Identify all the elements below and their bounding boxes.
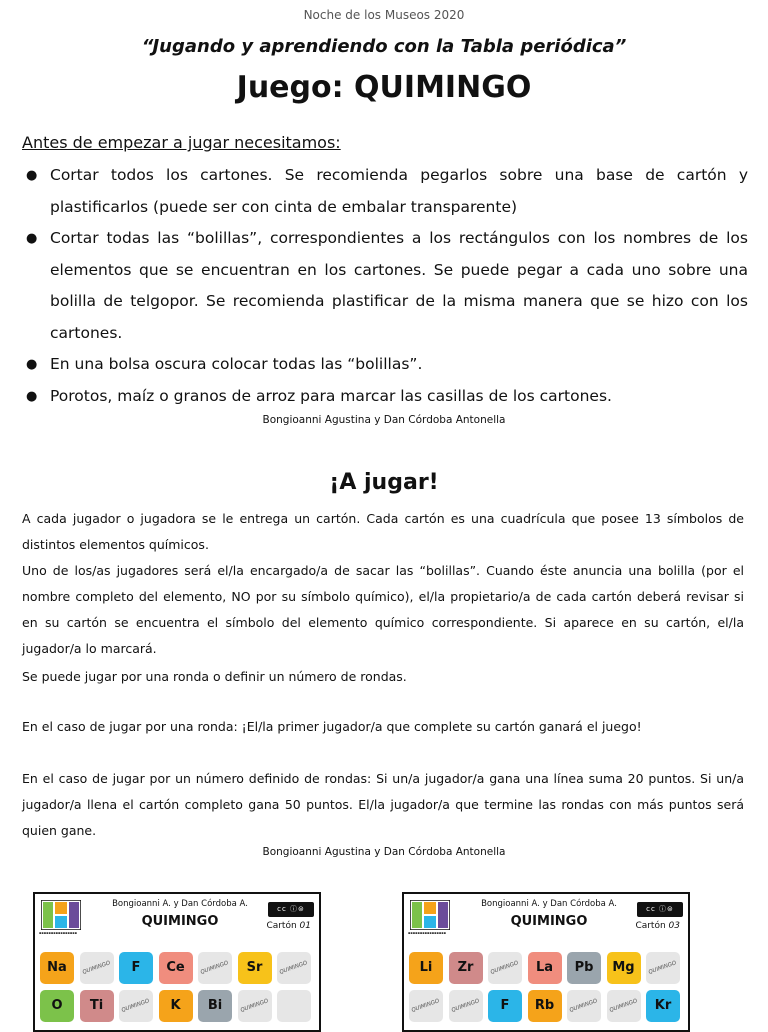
- element-cell: Sr: [238, 952, 272, 984]
- requirements-list: [22, 160, 748, 412]
- cell-watermark: QUIMINGO: [200, 960, 230, 976]
- cell-watermark: QUIMINGO: [648, 960, 678, 976]
- logo-caption: ▪▪▪▪▪▪▪▪▪▪▪▪▪▪▪▪: [39, 931, 77, 935]
- bingo-card-01: [33, 892, 321, 1032]
- element-cell: O: [40, 990, 74, 1022]
- document-subtitle: “Jugando y aprendiendo con la Tabla periódica”: [141, 36, 627, 57]
- element-cell: F: [488, 990, 522, 1022]
- element-cell: Zr: [449, 952, 483, 984]
- element-cell: K: [159, 990, 193, 1022]
- cell-watermark: QUIMINGO: [608, 998, 639, 1014]
- element-cell: Ce: [159, 952, 193, 984]
- element-cell: Ti: [80, 990, 114, 1022]
- card-title: QUIMINGO: [510, 914, 588, 929]
- license-badge-icon: cc ⓘ⊜: [637, 902, 683, 917]
- list-item: ● Cortar todas las “bolillas”, correspondientes a los rectángulos con los nombres de los elementos que se encuentran en los cartones. Se puede pegar a cada uno sobre una bolilla de telgopor. Se recomienda plastificar de la misma manera que se hizo con los cartones.: [22, 223, 748, 349]
- element-cell: Na: [40, 952, 74, 984]
- author-credit: Bongioanni Agustina y Dan Córdoba Antonella: [262, 846, 506, 858]
- blank-cell: [409, 990, 443, 1022]
- blank-cell: [198, 952, 232, 984]
- blank-cell: [607, 990, 641, 1022]
- element-cell: Pb: [567, 952, 601, 984]
- list-item: ● Porotos, maíz o granos de arroz para marcar las casillas de los cartones.: [22, 381, 748, 413]
- bingo-card-03: [402, 892, 690, 1032]
- document-title: Juego: QUIMINGO: [236, 70, 532, 105]
- blank-cell: [449, 990, 483, 1022]
- cell-watermark: QUIMINGO: [81, 960, 112, 976]
- card-title: QUIMINGO: [141, 914, 219, 929]
- blank-cell: [80, 952, 114, 984]
- cell-watermark: QUIMINGO: [450, 998, 481, 1014]
- blank-cell: [646, 952, 680, 984]
- section-title: ¡A jugar!: [329, 470, 439, 495]
- cell-watermark: QUIMINGO: [239, 998, 270, 1014]
- cell-watermark: QUIMINGO: [569, 998, 599, 1014]
- element-cell: Li: [409, 952, 443, 984]
- element-cell: Bi: [198, 990, 232, 1022]
- blank-cell: [277, 952, 311, 984]
- card-authors: Bongioanni A. y Dan Córdoba A.: [481, 899, 617, 909]
- author-credit: Bongioanni Agustina y Dan Córdoba Antonella: [262, 414, 506, 426]
- rules-paragraph-3: En el caso de jugar por una ronda: ¡El/la primer jugador/a que complete su cartón ganará el juego!: [22, 719, 642, 734]
- element-cell: Kr: [646, 990, 680, 1022]
- logo-caption: ▪▪▪▪▪▪▪▪▪▪▪▪▪▪▪▪: [408, 931, 446, 935]
- element-cell: F: [119, 952, 153, 984]
- element-cell: Mg: [607, 952, 641, 984]
- museum-logo-icon: [41, 900, 81, 930]
- blank-cell: [488, 952, 522, 984]
- card-number: Cartón 03: [635, 921, 680, 931]
- card-authors: Bongioanni A. y Dan Córdoba A.: [112, 899, 248, 909]
- intro-heading: Antes de empezar a jugar necesitamos:: [22, 133, 341, 152]
- cell-watermark: QUIMINGO: [490, 960, 520, 976]
- license-badge-icon: cc ⓘ⊜: [268, 902, 314, 917]
- list-item: ● Cortar todos los cartones. Se recomienda pegarlos sobre una base de cartón y plastificarlos (puede ser con cinta de embalar transparente): [22, 160, 748, 223]
- cell-watermark: QUIMINGO: [121, 998, 151, 1014]
- card-number: Cartón 01: [266, 921, 311, 931]
- blank-cell: [567, 990, 601, 1022]
- museum-logo-icon: [410, 900, 450, 930]
- element-cell: La: [528, 952, 562, 984]
- rules-paragraph-1: A cada jugador o jugadora se le entrega un cartón. Cada cartón es una cuadrícula que posee 13 símbolos de distintos elementos químicos. Uno de los/as jugadores será el/la encargado/a de sacar las “bolillas”. Cuando éste anuncia una bolilla (por el nombre completo del elemento, NO por su símbolo químico), el/la propietario/a de cada cartón deberá revisar si en su cartón se encuentra el símbolo del elemento químico correspondiente. Si aparece en su cartón, el/la jugador/a lo marcará.: [22, 511, 744, 656]
- empty-cell: [277, 990, 311, 1022]
- blank-cell: [119, 990, 153, 1022]
- cell-watermark: QUIMINGO: [279, 960, 309, 976]
- element-cell: Rb: [528, 990, 562, 1022]
- list-item: ● En una bolsa oscura colocar todas las “bolillas”.: [22, 349, 748, 381]
- blank-cell: [238, 990, 272, 1022]
- rules-paragraph-4: En el caso de jugar por un número definido de rondas: Si un/a jugador/a gana una línea suma 20 puntos. Si un/a jugador/a llena el cartón completo gana 50 puntos. El/la jugador/a que termine las rondas con más puntos será quien gane.: [22, 771, 744, 838]
- rules-paragraph-2: Se puede jugar por una ronda o definir un número de rondas.: [22, 669, 407, 684]
- cell-watermark: QUIMINGO: [411, 998, 441, 1014]
- top-note: Noche de los Museos 2020: [303, 8, 465, 22]
